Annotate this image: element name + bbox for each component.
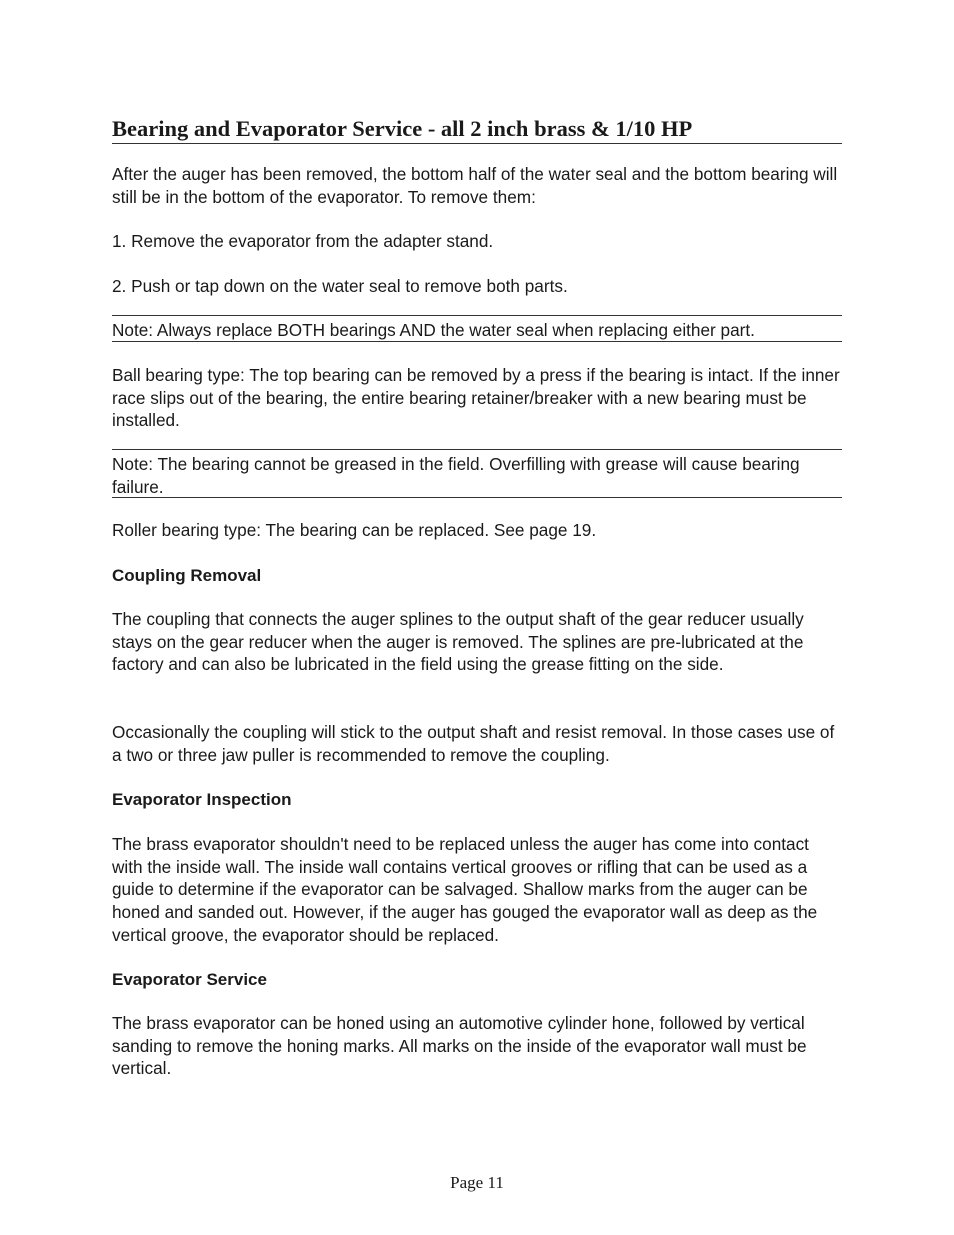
- evaporator-service-heading: Evaporator Service: [112, 970, 267, 989]
- note1-bottom-rule: [112, 341, 842, 342]
- service-paragraph: The brass evaporator can be honed using an automotive cylinder hone, followed by vertical sanding to remove the honing marks. All marks on the inside of the evaporator wall must be vertical.: [112, 1013, 807, 1079]
- note-replace-bearings: Note: Always replace BOTH bearings AND the water seal when replacing either part.: [112, 320, 755, 340]
- note2-bottom-rule: [112, 497, 842, 498]
- roller-bearing-paragraph: Roller bearing type: The bearing can be replaced. See page 19.: [112, 520, 597, 540]
- step-2: 2. Push or tap down on the water seal to remove both parts.: [112, 276, 568, 296]
- section-title: Bearing and Evaporator Service - all 2 inch brass & 1/10 HP: [112, 114, 842, 144]
- document-page: [112, 0, 842, 1235]
- step-1: 1. Remove the evaporator from the adapter stand.: [112, 231, 494, 251]
- page-number: Page 11: [450, 1173, 504, 1192]
- inspection-paragraph: The brass evaporator shouldn't need to be replaced unless the auger has come into contact with the inside wall. The inside wall contains vertical grooves or rifling that can be used as a guide to determine if the evaporator can be salvaged. Shallow marks from the auger can be honed and sanded out. However, if the auger has gouged the evaporator wall as deep as the vertical groove, the evaporator should be replaced.: [112, 834, 818, 945]
- coupling-paragraph-2: Occasionally the coupling will stick to the output shaft and resist removal. In those cases use of a two or three jaw puller is recommended to remove the coupling.: [112, 722, 835, 765]
- coupling-removal-heading: Coupling Removal: [112, 566, 262, 585]
- coupling-paragraph-1: The coupling that connects the auger splines to the output shaft of the gear reducer usually stays on the gear reducer when the auger is removed. The splines are pre-lubricated at the factory and can also be lubricated in the field using the grease fitting on the side.: [112, 609, 804, 675]
- note-greasing: Note: The bearing cannot be greased in the field. Overfilling with grease will cause bearing failure.: [112, 454, 800, 497]
- ball-bearing-paragraph: Ball bearing type: The top bearing can be removed by a press if the bearing is intact. If the inner race slips out of the bearing, the entire bearing retainer/breaker with a new bearing must be installed.: [112, 365, 840, 431]
- note2-top-rule: [112, 449, 842, 450]
- note1-top-rule: [112, 315, 842, 316]
- evaporator-inspection-heading: Evaporator Inspection: [112, 790, 292, 809]
- intro-paragraph: After the auger has been removed, the bottom half of the water seal and the bottom bearing will still be in the bottom of the evaporator. To remove them:: [112, 164, 838, 207]
